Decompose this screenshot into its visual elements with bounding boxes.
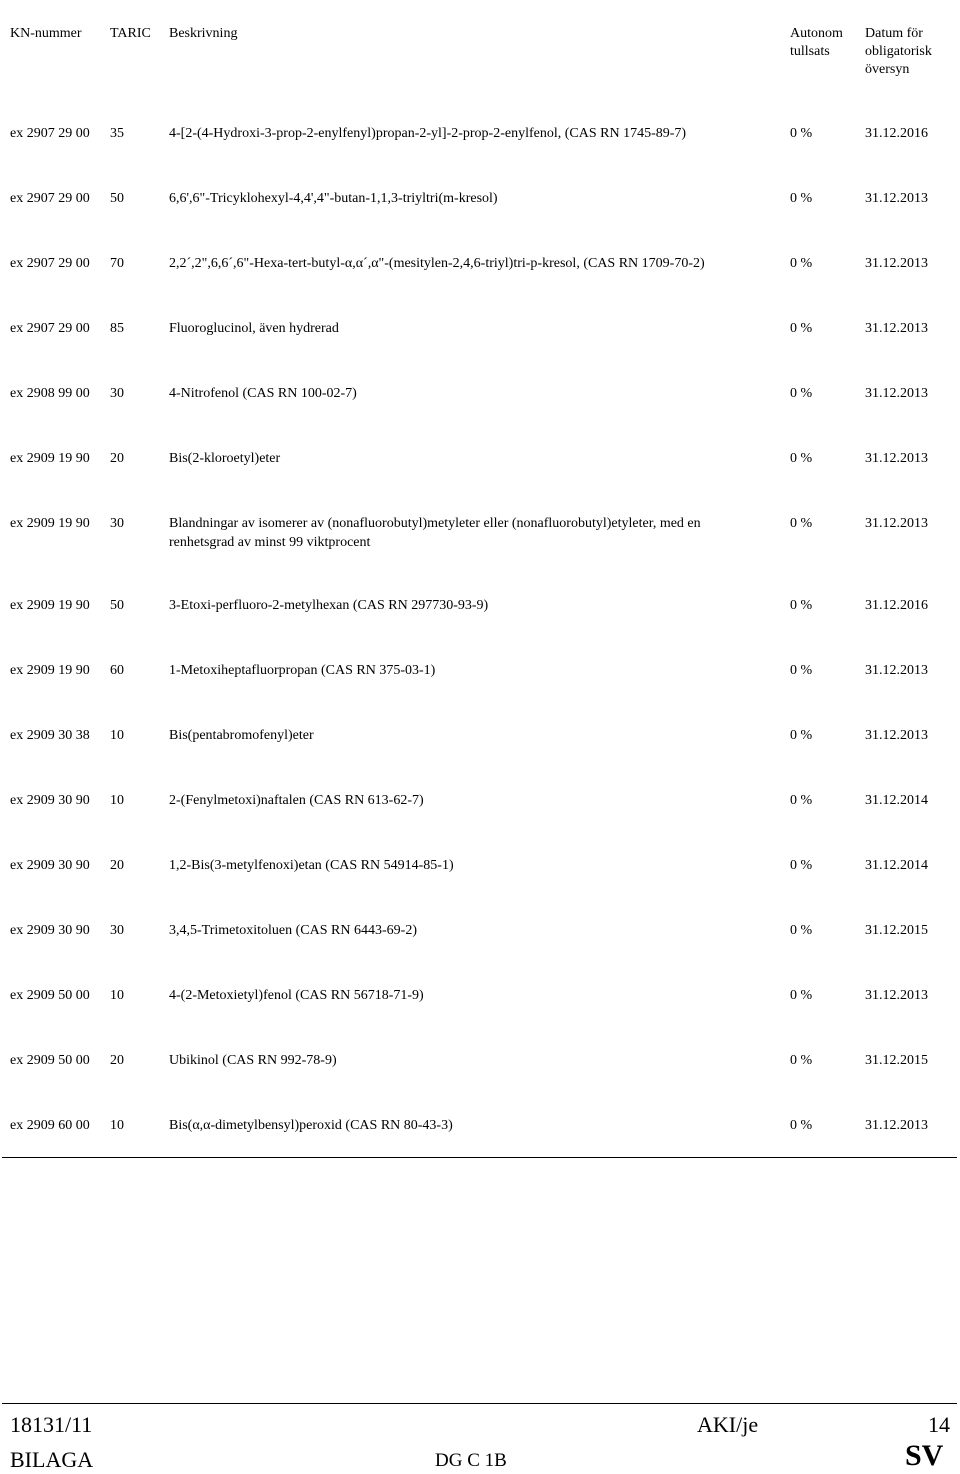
taric-cell: 50 (110, 191, 124, 206)
review-date-cell: 31.12.2013 (865, 1118, 928, 1133)
review-date-cell: 31.12.2016 (865, 126, 928, 141)
taric-cell: 30 (110, 516, 124, 531)
review-date-cell: 31.12.2013 (865, 191, 928, 206)
table-bottom-rule (2, 1157, 957, 1158)
footer-language: SV (905, 1439, 944, 1472)
rate-cell: 0 % (790, 451, 813, 466)
rate-cell: 0 % (790, 923, 813, 938)
kn-number-cell: ex 2909 30 90 (10, 793, 90, 808)
kn-number-cell: ex 2907 29 00 (10, 126, 90, 141)
description-cell: Bis(2-kloroetyl)eter (169, 451, 281, 466)
description-cell: 1,2-Bis(3-metylfenoxi)etan (CAS RN 54914-85-1) (169, 858, 454, 873)
kn-number-cell: ex 2909 19 90 (10, 663, 90, 678)
kn-number-cell: ex 2909 50 00 (10, 988, 90, 1003)
rate-cell: 0 % (790, 321, 813, 336)
header-autonomous-rate-line2: tullsats (790, 44, 830, 59)
rate-cell: 0 % (790, 858, 813, 873)
footer-dg: DG C 1B (435, 1450, 507, 1471)
taric-cell: 20 (110, 1053, 124, 1068)
footer-annex: BILAGA (10, 1447, 94, 1472)
taric-cell: 20 (110, 858, 124, 873)
kn-number-cell: ex 2909 19 90 (10, 451, 90, 466)
review-date-cell: 31.12.2013 (865, 728, 928, 743)
description-cell: Fluoroglucinol, även hydrerad (169, 321, 339, 336)
review-date-cell: 31.12.2013 (865, 321, 928, 336)
header-kn-number: KN-nummer (10, 26, 82, 41)
header-autonomous-rate-line1: Autonom (790, 26, 843, 41)
kn-number-cell: ex 2907 29 00 (10, 191, 90, 206)
review-date-cell: 31.12.2016 (865, 598, 928, 613)
rate-cell: 0 % (790, 256, 813, 271)
review-date-cell: 31.12.2013 (865, 256, 928, 271)
header-review-date (865, 25, 932, 79)
description-cell: 3-Etoxi-perfluoro-2-metylhexan (CAS RN 297730-93-9) (169, 598, 489, 613)
rate-cell: 0 % (790, 598, 813, 613)
taric-cell: 20 (110, 451, 124, 466)
footer-page-number: 14 (928, 1412, 950, 1437)
footer-rule (2, 1403, 957, 1404)
description-cell: Bis(α,α-dimetylbensyl)peroxid (CAS RN 80-43-3) (169, 1118, 453, 1133)
description-cell-continued: renhetsgrad av minst 99 viktprocent (169, 535, 371, 550)
header-description: Beskrivning (169, 26, 238, 41)
kn-number-cell: ex 2909 60 00 (10, 1118, 90, 1133)
review-date-cell: 31.12.2014 (865, 793, 928, 808)
review-date-cell: 31.12.2014 (865, 858, 928, 873)
review-date-cell: 31.12.2015 (865, 923, 928, 938)
taric-cell: 10 (110, 728, 124, 743)
kn-number-cell: ex 2908 99 00 (10, 386, 90, 401)
rate-cell: 0 % (790, 1118, 813, 1133)
description-cell: 1-Metoxiheptafluorpropan (CAS RN 375-03-1) (169, 663, 436, 678)
kn-number-cell: ex 2909 30 90 (10, 923, 90, 938)
footer-doc-number: 18131/11 (10, 1412, 93, 1437)
description-cell: Ubikinol (CAS RN 992-78-9) (169, 1053, 337, 1068)
header-review-date-line1: Datum för (865, 26, 923, 41)
kn-number-cell: ex 2909 19 90 (10, 516, 90, 531)
rate-cell: 0 % (790, 126, 813, 141)
taric-cell: 10 (110, 793, 124, 808)
kn-number-cell: ex 2907 29 00 (10, 321, 90, 336)
description-cell: 6,6',6"-Tricyklohexyl-4,4',4"-butan-1,1,3-triyltri(m-kresol) (169, 191, 498, 206)
description-cell: 4-[2-(4-Hydroxi-3-prop-2-enylfenyl)propan-2-yl]-2-prop-2-enylfenol, (CAS RN 1745-89-7) (169, 126, 687, 141)
rate-cell: 0 % (790, 516, 813, 531)
review-date-cell: 31.12.2013 (865, 516, 928, 531)
review-date-cell: 31.12.2013 (865, 451, 928, 466)
kn-number-cell: ex 2907 29 00 (10, 256, 90, 271)
taric-cell: 60 (110, 663, 124, 678)
taric-cell: 30 (110, 923, 124, 938)
kn-number-cell: ex 2909 19 90 (10, 598, 90, 613)
review-date-cell: 31.12.2013 (865, 988, 928, 1003)
rate-cell: 0 % (790, 386, 813, 401)
taric-cell: 30 (110, 386, 124, 401)
taric-cell: 35 (110, 126, 124, 141)
header-taric: TARIC (110, 26, 151, 41)
description-cell: Blandningar av isomerer av (nonafluorobutyl)metyleter eller (nonafluorobutyl)etyleter, med en (169, 516, 701, 531)
review-date-cell: 31.12.2015 (865, 1053, 928, 1068)
description-cell: 3,4,5-Trimetoxitoluen (CAS RN 6443-69-2) (169, 923, 417, 938)
kn-number-cell: ex 2909 30 38 (10, 728, 90, 743)
rate-cell: 0 % (790, 988, 813, 1003)
description-cell: 2-(Fenylmetoxi)naftalen (CAS RN 613-62-7) (169, 793, 424, 808)
rate-cell: 0 % (790, 663, 813, 678)
header-review-date-line2: obligatorisk (865, 44, 932, 59)
review-date-cell: 31.12.2013 (865, 386, 928, 401)
rate-cell: 0 % (790, 728, 813, 743)
review-date-cell: 31.12.2013 (865, 663, 928, 678)
header-review-date-line3: översyn (865, 62, 910, 77)
taric-cell: 85 (110, 321, 124, 336)
rate-cell: 0 % (790, 1053, 813, 1068)
kn-number-cell: ex 2909 30 90 (10, 858, 90, 873)
taric-cell: 50 (110, 598, 124, 613)
footer-initials: AKI/je (697, 1412, 759, 1437)
description-cell: Bis(pentabromofenyl)eter (169, 728, 314, 743)
description-cell: 2,2´,2",6,6´,6"-Hexa-tert-butyl-α,α´,α"-(mesitylen-2,4,6-triyl)tri-p-kresol, (CAS RN 1709-70-2) (169, 256, 705, 271)
header-autonomous-rate (790, 25, 843, 61)
taric-cell: 70 (110, 256, 124, 271)
description-cell: 4-Nitrofenol (CAS RN 100-02-7) (169, 386, 357, 401)
description-cell: 4-(2-Metoxietyl)fenol (CAS RN 56718-71-9) (169, 988, 424, 1003)
rate-cell: 0 % (790, 793, 813, 808)
rate-cell: 0 % (790, 191, 813, 206)
taric-cell: 10 (110, 988, 124, 1003)
taric-cell: 10 (110, 1118, 124, 1133)
kn-number-cell: ex 2909 50 00 (10, 1053, 90, 1068)
